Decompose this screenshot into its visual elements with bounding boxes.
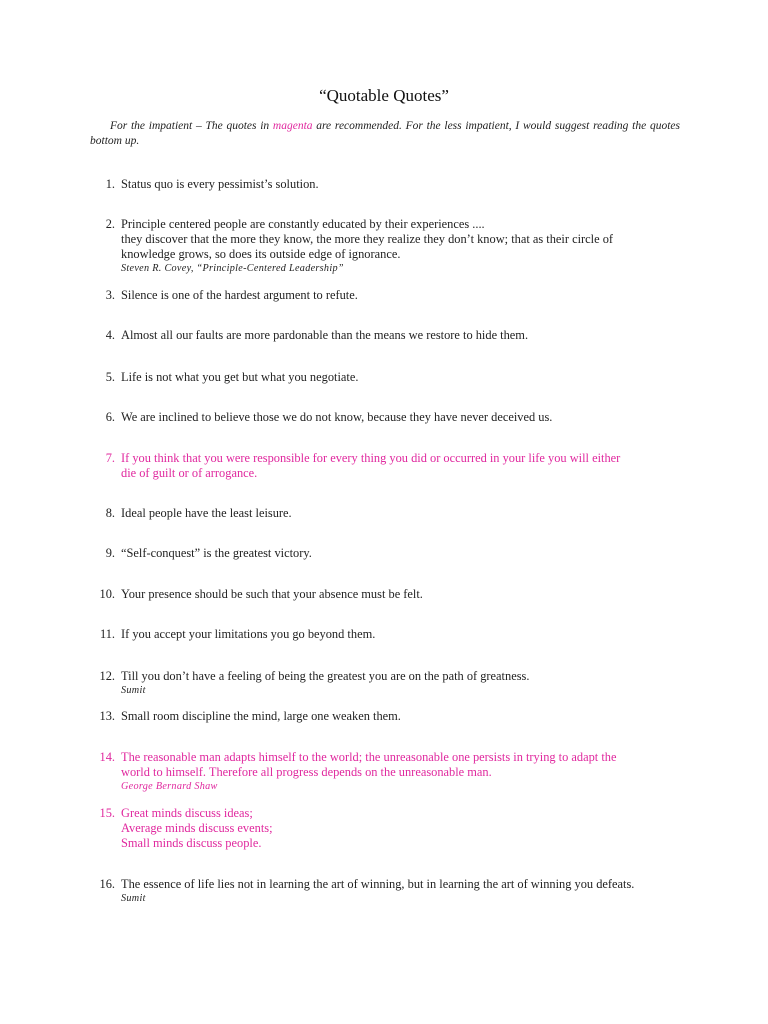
page-title: “Quotable Quotes” — [319, 86, 449, 105]
quote-number: 12. — [99, 669, 115, 683]
quote-item — [105, 410, 686, 425]
quote-line: Status quo is every pessimist’s solution. — [121, 177, 319, 191]
quote-number: 11. — [99, 627, 115, 641]
quote-line: The essence of life lies not in learning the art of winning, but in learning the art of winning you defeats. — [121, 877, 635, 891]
quote-number: 15. — [99, 806, 115, 820]
intro-paragraph — [90, 119, 680, 149]
quote-line: If you think that you were responsible for every thing you did or occurred in your life you will either — [121, 451, 621, 465]
quote-author: Sumit — [121, 685, 146, 696]
quote-line: Till you don’t have a feeling of being the greatest you are on the path of greatness. — [121, 669, 530, 683]
quote-item — [105, 451, 686, 481]
quote-number: 4. — [105, 328, 115, 342]
quote-line: Silence is one of the hardest argument to refute. — [121, 288, 358, 302]
quote-item — [99, 627, 686, 642]
quote-number: 16. — [99, 877, 115, 891]
quote-number: 10. — [99, 587, 115, 601]
intro-magenta-word: magenta — [272, 120, 313, 132]
quote-number: 14. — [99, 750, 115, 764]
quote-line: We are inclined to believe those we do not know, because they have never deceived us. — [121, 410, 553, 424]
quote-item — [105, 328, 686, 343]
quote-line: Life is not what you get but what you negotiate. — [121, 370, 359, 384]
quote-line: Small room discipline the mind, large one weaken them. — [121, 709, 401, 723]
quote-item — [99, 587, 686, 602]
quote-line: Almost all our faults are more pardonable than the means we restore to hide them. — [121, 328, 529, 342]
quote-number: 6. — [105, 410, 115, 424]
quote-line: Great minds discuss ideas; — [121, 806, 253, 820]
quote-number: 8. — [105, 506, 115, 520]
quote-number: 5. — [105, 370, 115, 384]
intro-text-end: are recommended. For the less impatient, I would suggest reading the quotes bottom up. — [90, 120, 680, 147]
quote-item — [99, 669, 686, 697]
quote-item — [105, 217, 686, 275]
quote-item — [105, 546, 686, 561]
quote-line: Small minds discuss people. — [121, 836, 262, 850]
quote-author: George Bernard Shaw — [121, 781, 218, 792]
quote-line: they discover that the more they know, the more they realize they don’t know; that as their circle of — [121, 232, 614, 246]
quote-author: Sumit — [121, 893, 146, 904]
intro-text-start: For the impatient – The quotes in — [110, 120, 273, 132]
quote-line: “Self-conquest” is the greatest victory. — [121, 546, 312, 560]
quote-line: knowledge grows, so does its outside edge of ignorance. — [121, 247, 401, 261]
quote-line: Average minds discuss events; — [121, 821, 273, 835]
quote-line: Ideal people have the least leisure. — [121, 506, 292, 520]
quote-item — [105, 177, 686, 192]
quote-line: world to himself. Therefore all progress depends on the unreasonable man. — [121, 765, 492, 779]
quote-line: Your presence should be such that your absence must be felt. — [121, 587, 423, 601]
quote-number: 1. — [105, 177, 115, 191]
quote-number: 9. — [105, 546, 115, 560]
quote-item — [105, 288, 686, 303]
quote-line: If you accept your limitations you go beyond them. — [121, 627, 376, 641]
quote-number: 7. — [105, 451, 115, 465]
quote-item — [99, 709, 686, 724]
quote-item — [99, 877, 686, 905]
quote-number: 3. — [105, 288, 115, 302]
quote-line: die of guilt or of arrogance. — [121, 466, 258, 480]
quote-line: The reasonable man adapts himself to the world; the unreasonable one persists in trying to adapt the — [121, 750, 617, 764]
quote-number: 13. — [99, 709, 115, 723]
quote-item — [105, 370, 686, 385]
quote-number: 2. — [105, 217, 115, 231]
quote-author: Steven R. Covey, “Principle-Centered Leadership” — [121, 263, 344, 274]
quote-item — [99, 806, 686, 851]
quote-item — [105, 506, 686, 521]
quote-line: Principle centered people are constantly educated by their experiences .... — [121, 217, 485, 231]
quote-item — [99, 750, 686, 793]
